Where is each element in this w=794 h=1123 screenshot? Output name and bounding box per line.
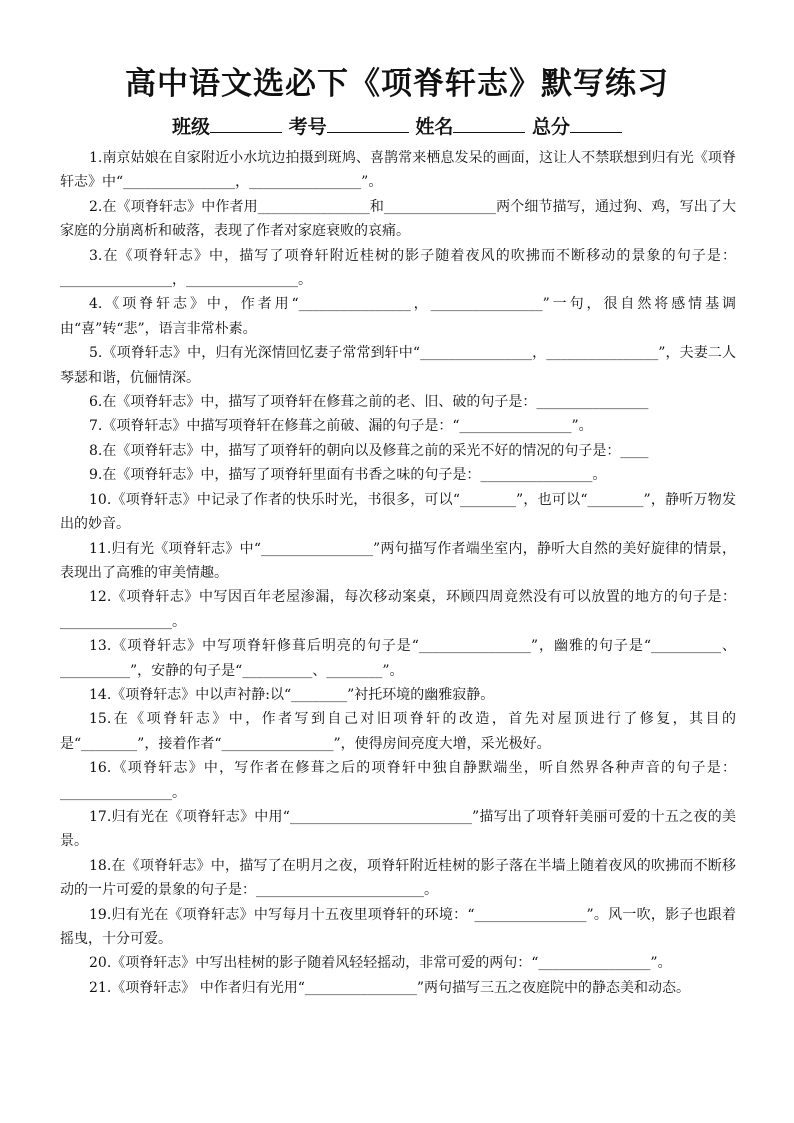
class-label: 班级: [172, 116, 211, 138]
question-item: 12.《项脊轩志》中写因百年老屋渗漏，每次移动案桌，环顾四周竟然没有可以放置的地方的句子是：________________。: [60, 589, 736, 630]
question-item: 14.《项脊轩志》中以声衬静:以“________”衬托环境的幽雅寂静。: [89, 686, 495, 703]
class-blank[interactable]: [210, 114, 282, 133]
question-list: [60, 146, 736, 1000]
question-item: 15.在《项脊轩志》中，作者写到自己对旧项脊轩的改造，首先对屋顶进行了修复，其目的是“________”，接着作者“________________”，使得房间亮度大增，采光极好。: [60, 711, 736, 752]
question-item: 7.《项脊轩志》中描写项脊轩在修葺之前破、漏的句子是：“________________”。: [89, 418, 593, 435]
question-item: 3.在《项脊轩志》中，描写了项脊轩附近桂树的影子随着夜风的吹拂而不断移动的景象的句子是：________________，________________。: [60, 247, 736, 289]
question-item: 6.在《项脊轩志》中，描写了项脊轩在修葺之前的老、旧、破的句子是：________________: [89, 394, 649, 411]
question-item: 17.归有光在《项脊轩志》中用“__________________________”描写出了项脊轩美丽可爱的十五之夜的美景。: [60, 808, 736, 850]
student-info-header: [0, 112, 794, 139]
name-blank[interactable]: [453, 114, 525, 133]
question-item: 16.《项脊轩志》中，写作者在修葺之后的项脊轩中独自静默端坐，听自然界各种声音的句子是：________________。: [60, 760, 736, 801]
page-title: 高中语文选必下《项脊轩志》默写练习: [125, 66, 669, 102]
question-item: 13.《项脊轩志》中写项脊轩修葺后明亮的句子是“________________”，幽雅的句子是“__________、__________”，安静的句子是“__________、________”。: [60, 638, 736, 679]
question-item: 9.在《项脊轩志》中，描写了项脊轩里面有书香之味的句子是：________________。: [89, 467, 607, 484]
question-item: 4.《项脊轩志》中，作者用“________________，________________”一句，很自然将感情基调由“喜”转“悲”，语言非常朴素。: [60, 296, 736, 337]
question-item: 2.在《项脊轩志》中作者用________________和________________两个细节描写，通过狗、鸡，写出了大家庭的分崩离析和破落，表现了作者对家庭衰败的哀痛。: [60, 198, 736, 240]
name-label: 姓名: [415, 116, 454, 138]
question-item: 20.《项脊轩志》中写出桂树的影子随着风轻轻摇动，非常可爱的两句：“________________”。: [89, 955, 672, 972]
score-blank[interactable]: [570, 114, 622, 133]
question-item: 5.《项脊轩志》中，归有光深情回忆妻子常常到轩中“________________，________________”，夫妻二人琴瑟和谐，伉俪情深。: [60, 345, 736, 386]
question-item: 18.在《项脊轩志》中，描写了在明月之夜，项脊轩附近桂树的影子落在半墙上随着夜风的吹拂而不断移动的一片可爱的景象的句子是：________________________。: [60, 857, 736, 899]
number-label: 考号: [288, 116, 327, 138]
question-item: 10.《项脊轩志》中记录了作者的快乐时光，书很多，可以“________”，也可以“________”，静听万物发出的妙音。: [60, 491, 736, 533]
question-item: 8.在《项脊轩志》中，描写了项脊轩的朝向以及修葺之前的采光不好的情况的句子是：____: [89, 442, 649, 459]
question-item: 11.归有光《项脊轩志》中“________________”两句描写作者端坐室内，静听大自然的美好旋律的情景，表现出了高雅的审美情趣。: [60, 540, 736, 581]
number-blank[interactable]: [327, 114, 409, 133]
score-label: 总分: [531, 116, 570, 138]
question-item: 21.《项脊轩志》 中作者归有光用“________________”两句描写三五之夜庭院中的静态美和动态。: [89, 979, 691, 996]
question-item: 19.归有光在《项脊轩志》中写每月十五夜里项脊轩的环境：“________________”。风一吹，影子也跟着摇曳，十分可爱。: [60, 906, 736, 947]
question-item: 1.南京姑娘在自家附近小水坑边拍摄到斑鸠、喜鹊常来栖息发呆的画面，这让人不禁联想到归有光《项脊轩志》中“________________，________________”。: [60, 150, 736, 191]
